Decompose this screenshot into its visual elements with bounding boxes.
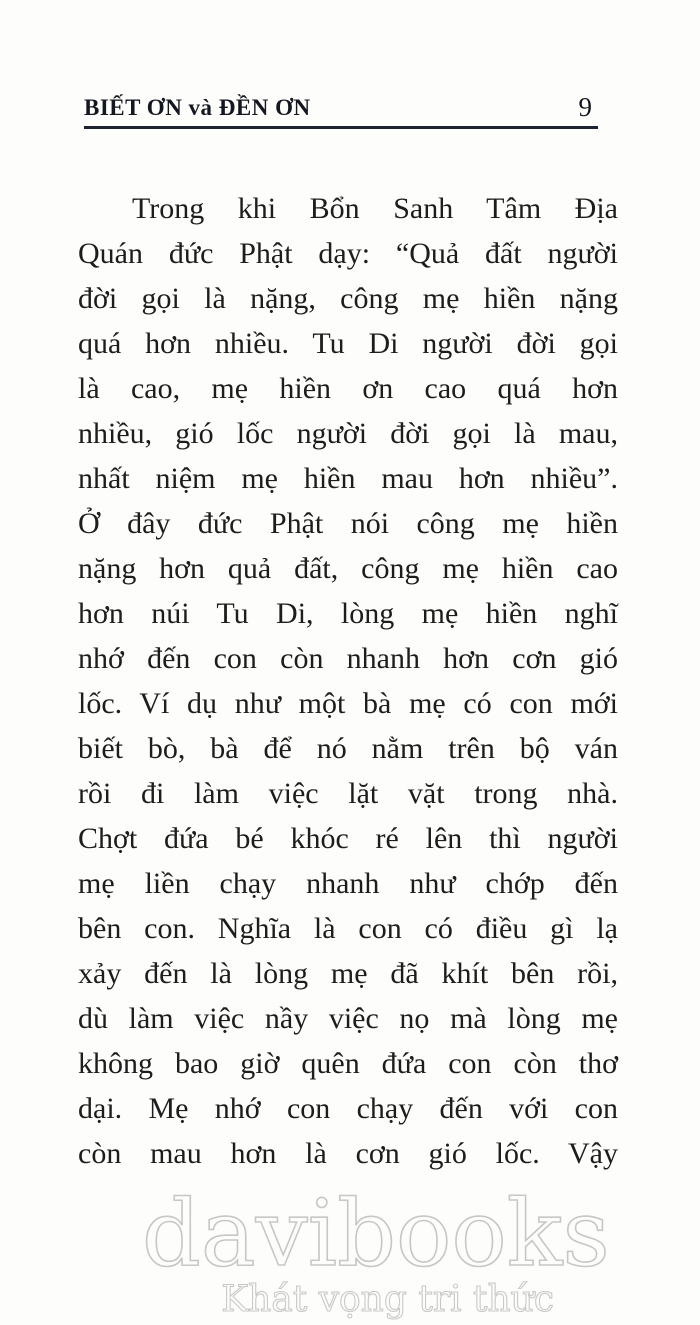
text-line: bên con. Nghĩa là con có điều gì lạ: [78, 912, 618, 945]
text-line: xảy đến là lòng mẹ đã khít bên rồi,: [78, 957, 618, 990]
body-text: [78, 186, 618, 1176]
text-line: không bao giờ quên đứa con còn thơ: [78, 1047, 618, 1080]
text-line: đời gọi là nặng, công mẹ hiền nặng: [78, 282, 618, 315]
text-line: quá hơn nhiều. Tu Di người đời gọi: [78, 327, 618, 360]
text-line: biết bò, bà để nó nằm trên bộ ván: [78, 732, 618, 765]
text-line: nhớ đến con còn nhanh hơn cơn gió: [78, 642, 618, 675]
text-line: nhất niệm mẹ hiền mau hơn nhiều”.: [78, 462, 618, 495]
watermark: [142, 1180, 610, 1320]
text-line: Chợt đứa bé khóc ré lên thì người: [78, 822, 618, 855]
text-line: dại. Mẹ nhớ con chạy đến với con: [78, 1092, 618, 1125]
text-line: dù làm việc nầy việc nọ mà lòng mẹ: [78, 1002, 618, 1035]
text-line: Ở đây đức Phật nói công mẹ hiền: [78, 507, 618, 540]
text-line: hơn núi Tu Di, lòng mẹ hiền nghĩ: [78, 597, 618, 630]
text-line: mẹ liền chạy nhanh như chớp đến: [78, 867, 618, 900]
page-number: 9: [578, 92, 592, 122]
running-header-title: BIẾT ƠN và ĐỀN ƠN: [84, 95, 311, 120]
text-line: nhiều, gió lốc người đời gọi là mau,: [78, 417, 618, 450]
text-line: còn mau hơn là cơn gió lốc. Vậy: [78, 1137, 618, 1170]
davibooks-logo: davibooks: [142, 1180, 610, 1287]
watermark-tagline: Khát vọng tri thức: [221, 1279, 554, 1320]
text-line: Quán đức Phật dạy: “Quả đất người: [78, 237, 618, 270]
text-line: là cao, mẹ hiền ơn cao quá hơn: [78, 372, 618, 405]
text-line: Trong khi Bổn Sanh Tâm Địa: [132, 192, 618, 225]
text-line: rồi đi làm việc lặt vặt trong nhà.: [78, 777, 618, 810]
text-line: nặng hơn quả đất, công mẹ hiền cao: [78, 552, 618, 585]
page-header: [84, 94, 598, 129]
text-line: lốc. Ví dụ như một bà mẹ có con mới: [78, 687, 618, 720]
